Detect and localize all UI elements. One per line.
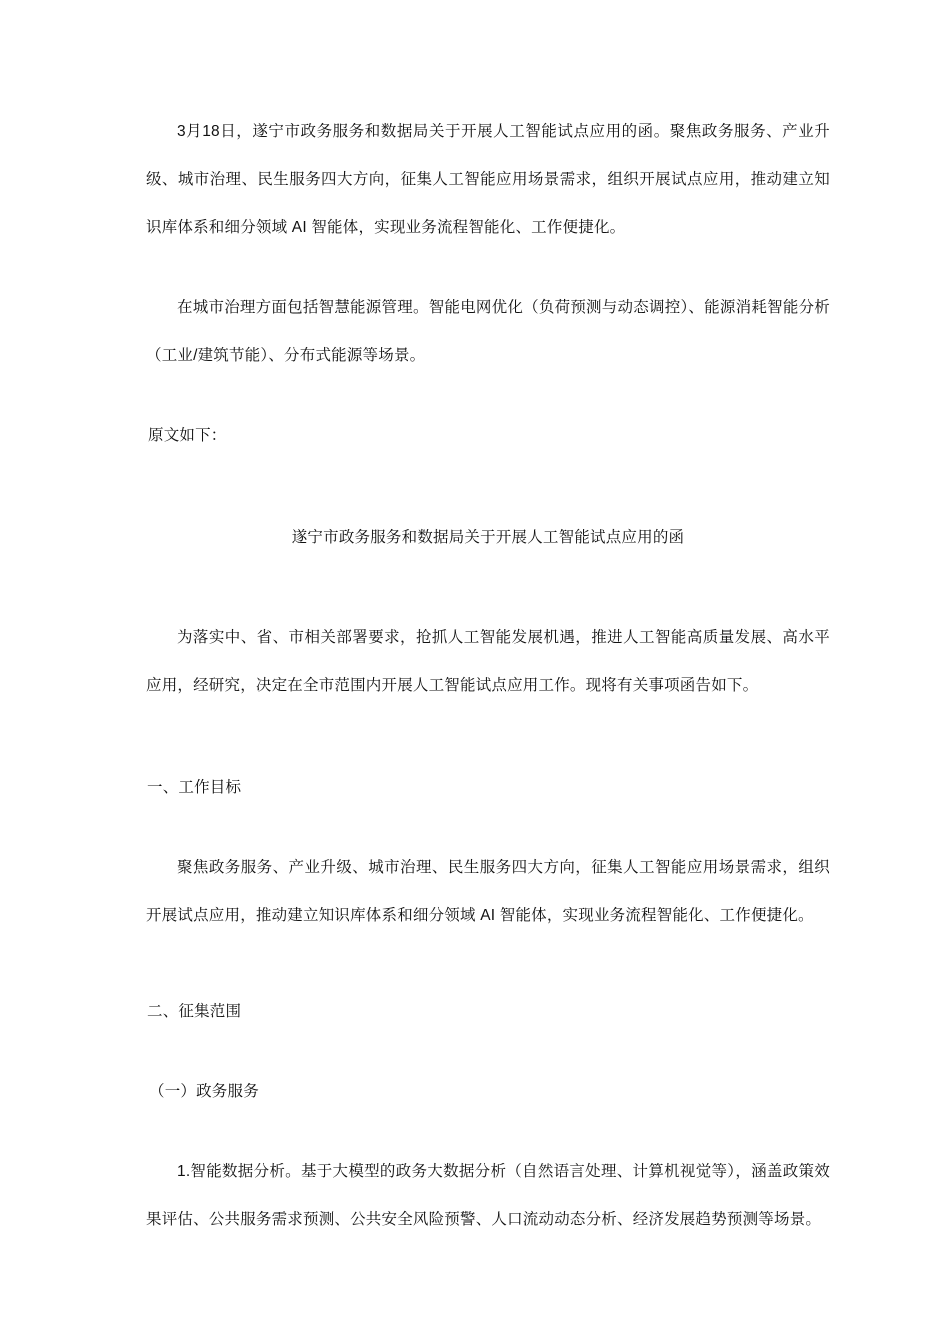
title-spacer-bottom — [146, 598, 830, 614]
title-spacer-top — [146, 492, 830, 514]
section-one-paragraph: 聚焦政务服务、产业升级、城市治理、民生服务四大方向，征集人工智能应用场景需求，组织开展试点应用，推动建立知识库体系和细分领域 AI 智能体，实现业务流程智能化、工作便捷化。 — [146, 859, 830, 924]
subsection-heading-government-services: （一）政务服务 — [149, 1083, 259, 1100]
document-body — [146, 108, 830, 1244]
section-one-spacer — [146, 742, 830, 764]
city-governance-paragraph: 在城市治理方面包括智慧能源管理。智能电网优化（负荷预测与动态调控）、能源消耗智能分析（工业/建筑节能）、分布式能源等场景。 — [146, 299, 830, 364]
intro-paragraph: 3月18日，遂宁市政务服务和数据局关于开展人工智能试点应用的函。聚焦政务服务、产业升级、城市治理、民生服务四大方向，征集人工智能应用场景需求，组织开展试点应用，推动建立知识库体系和细分领域 AI 智能体，实现业务流程智能化、工作便捷化。 — [146, 123, 830, 236]
section-heading-work-objectives: 一、工作目标 — [147, 779, 242, 796]
section-two-spacer — [146, 972, 830, 988]
official-document-title: 遂宁市政务服务和数据局关于开展人工智能试点应用的函 — [291, 529, 685, 546]
item-intelligent-data-analysis: 1.智能数据分析。基于大模型的政务大数据分析（自然语言处理、计算机视觉等），涵盖政策效果评估、公共服务需求预测、公共安全风险预警、人口流动动态分析、经济发展趋势预测等场景。 — [146, 1163, 830, 1228]
section-heading-collection-scope: 二、征集范围 — [147, 1003, 242, 1020]
preamble-paragraph: 为落实中、省、市相关部署要求，抢抓人工智能发展机遇，推进人工智能高质量发展、高水平应用，经研究，决定在全市范围内开展人工智能试点应用工作。现将有关事项函告如下。 — [146, 629, 830, 694]
original-text-label: 原文如下： — [148, 427, 227, 444]
